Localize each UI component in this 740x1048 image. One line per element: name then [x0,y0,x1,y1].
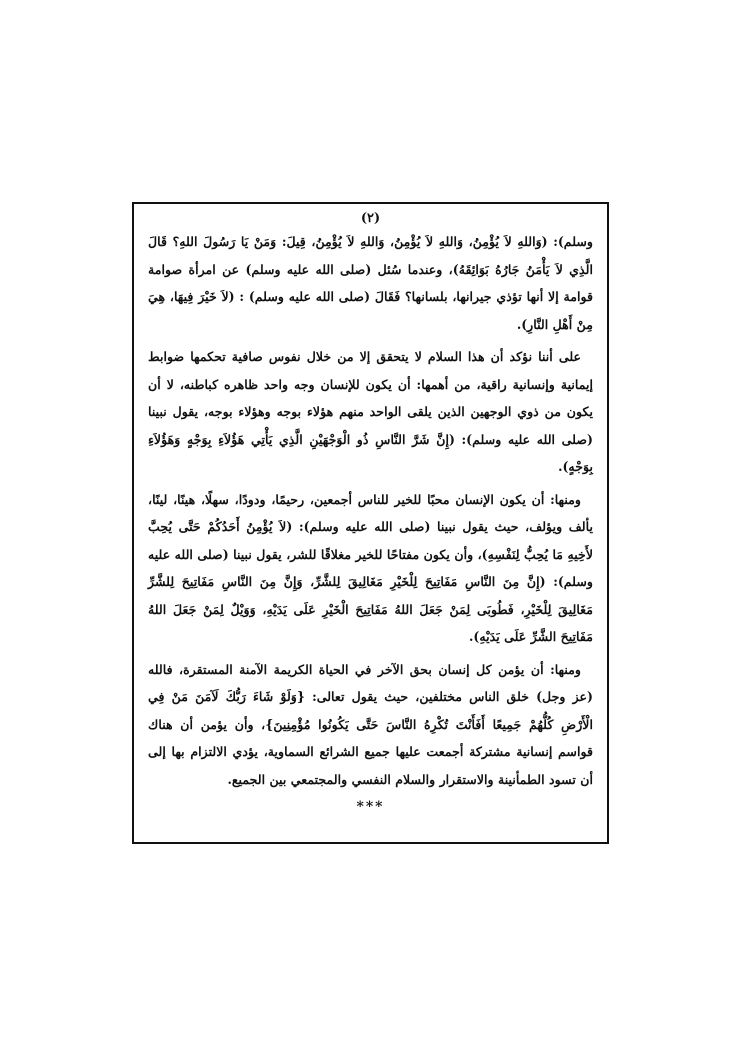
paragraph-3: ومنها: أن يكون الإنسان محبًا للخير للناس أجمعين، رحيمًا، ودودًا، سهلًا، هينًا، لينًا، يألف ويؤلف، حيث يقول نبينا (صلى الله عليه وسلم): (لاَ يُؤْمِنُ أَحَدُكُمْ حَتَّى يُحِبَّ لأَخِيهِ مَا يُحِبُّ لِنَفْسِهِ)، وأن يكون مفتاحًا للخير مغلاقًا للشر، يقول نبينا (صلى الله عليه وسلم): (إِنَّ مِنَ النَّاسِ مَفَاتِيحَ لِلْخَيْرِ مَغَالِيقَ لِلشَّرِّ، وَإِنَّ مِنَ النَّاسِ مَفَاتِيحَ لِلشَّرِّ مَغَالِيقَ لِلْخَيْرِ، فَطُوبَى لِمَنْ جَعَلَ اللهُ مَفَاتِيحَ الْخَيْرِ عَلَى يَدَيْهِ، وَوَيْلٌ لِمَنْ جَعَلَ اللهُ مَفَاتِيحَ الشَّرِّ عَلَى يَدَيْهِ). [148,491,593,644]
section-separator: *** [356,799,385,815]
paragraph-1: وسلم): (وَاللهِ لاَ يُؤْمِنُ، وَاللهِ لاَ يُؤْمِنُ، وَاللهِ لاَ يُؤْمِنُ، قِيلَ: وَمَنْ يَا رَسُولَ اللهِ؟ قَالَ الَّذِي لاَ يَأْمَنُ جَارُهُ بَوَائِقَهُ)، وعندما سُئل (صلى الله عليه وسلم) عن امرأة صوامة قوامة إلا أنها تؤذي جيرانها، بلسانها؟ فَقَالَ (صلى الله عليه وسلم) : (لاَ خَيْرَ فِيهَا، هِيَ مِنْ أَهْلِ النَّارِ). [148,234,593,332]
page-frame [132,202,609,844]
paragraph-2: على أننا نؤكد أن هذا السلام لا يتحقق إلا من خلال نفوس صافية تحكمها ضوابط إيمانية وإنسانية راقية، من أهمها: أن يكون للإنسان وجه واحد ظاهره كباطنه، لا أن يكون من ذوي الوجهين الذين يلقى الواحد منهم هؤلاء بوجه وهؤلاء بوجه، يقول نبينا (صلى الله عليه وسلم): (إِنَّ شَرَّ النَّاسِ ذُو الْوَجْهَيْنِ الَّذِي يَأْتِي هَؤُلاَءِ بِوَجْهٍ وَهَؤُلاَءِ بِوَجْهٍ). [148,349,593,474]
paragraph-4: ومنها: أن يؤمن كل إنسان بحق الآخر في الحياة الكريمة الآمنة المستقرة، فالله (عز وجل) خلق الناس مختلفين، حيث يقول تعالى: {وَلَوْ شَاءَ رَبُّكَ لَآمَنَ مَنْ فِي الْأَرْضِ كُلُّهُمْ جَمِيعًا أَفَأَنْتَ تُكْرِهُ النَّاسَ حَتَّى يَكُونُوا مُؤْمِنِينَ}، وأن يؤمن أن هناك قواسم إنسانية مشتركة أجمعت عليها جميع الشرائع السماوية، يؤدي الالتزام بها إلى أن تسود الطمأنينة والاستقرار والسلام النفسي والمجتمعي بين الجميع. [148,661,593,787]
page-number: (٢) [360,211,381,226]
